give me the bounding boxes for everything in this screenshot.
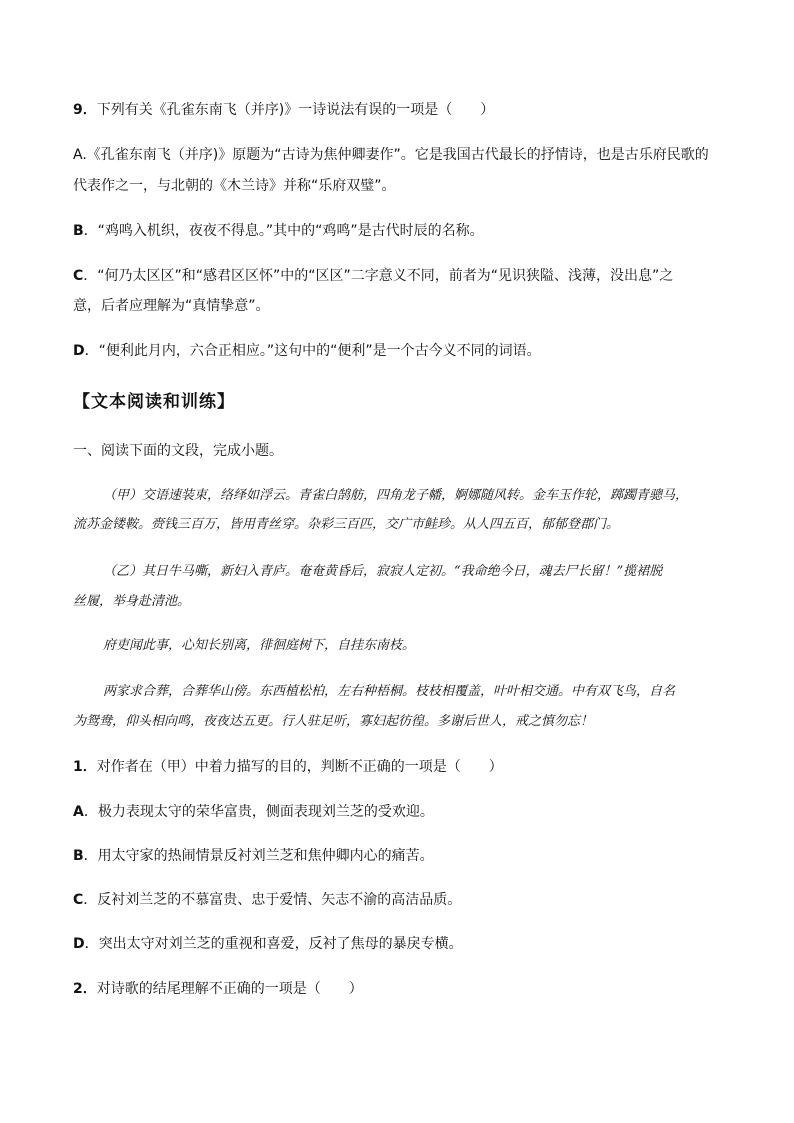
option-letter: A [73, 804, 84, 820]
option-text: 用太守家的热闹情景反衬刘兰芝和焦仲卿内心的痛苦。 [97, 848, 434, 864]
question-number: 2 [73, 981, 83, 997]
q9-option-a-line1: A.《孔雀东南飞（并序)》原题为“古诗为焦仲卿妻作”。它是我国古代最长的抒情诗，也是古乐府民歌的 [73, 147, 709, 163]
question-9-stem: 9．下列有关《孔雀东南飞（并序)》一诗说法有误的一项是（ ） [73, 102, 495, 118]
passage-paragraph-3: 府吏闻此事，心知长别离，徘徊庭树下，自挂东南枝。 [103, 638, 416, 653]
part-one-instruction: 一、阅读下面的文段，完成小题。 [73, 443, 283, 459]
option-text: “何乃太区区”和“感君区区怀”中的“区区”二字意义不同，前者为“见识狭隘、浅薄，没出息”之 [97, 268, 674, 284]
option-letter: D [73, 343, 85, 359]
q1-option-d: D．突出太守对刘兰芝的重视和喜爱，反衬了焦母的暴戾专横。 [73, 936, 463, 952]
question-text: 对作者在（甲）中着力描写的目的，判断不正确的一项是（ ） [96, 759, 503, 775]
option-text: “鸡鸣入机织，夜夜不得息。”其中的“鸡鸣”是古代时辰的名称。 [97, 223, 484, 239]
question-text: 下列有关《孔雀东南飞（并序)》一诗说法有误的一项是（ ） [96, 102, 495, 118]
q9-option-c-line2: 意，后者应理解为“真情挚意”。 [73, 298, 270, 314]
q9-option-c-line1: C．“何乃太区区”和“感君区区怀”中的“区区”二字意义不同，前者为“见识狭隘、浅薄，没出息”之 [73, 268, 674, 284]
option-text: 极力表现太守的荣华富贵，侧面表现刘兰芝的受欢迎。 [97, 804, 434, 820]
question-text: 对诗歌的结尾理解不正确的一项是（ ） [96, 981, 363, 997]
question-number: 9 [73, 102, 83, 118]
option-letter: C [73, 268, 84, 284]
passage-yi-line1: （乙）其日牛马嘶，新妇入青庐。奄奄黄昏后，寂寂人定初。“我命绝今日，魂去尸长留！”揽裙脱 [103, 564, 663, 579]
option-letter: B [73, 848, 84, 864]
q1-option-a: A．极力表现太守的荣华富贵，侧面表现刘兰芝的受欢迎。 [73, 804, 434, 820]
question-number: 1 [73, 759, 83, 775]
passage-paragraph-4-line1: 两家求合葬，合葬华山傍。东西植松柏，左右种梧桐。枝枝相覆盖，叶叶相交通。中有双飞鸟，自名 [103, 684, 676, 699]
q9-option-a-line2: 代表作之一，与北朝的《木兰诗》并称“乐府双璧”。 [73, 178, 396, 194]
q1-option-c: C．反衬刘兰芝的不慕富贵、忠于爱情、矢志不渝的高洁品质。 [73, 892, 462, 908]
question-2-stem: 2．对诗歌的结尾理解不正确的一项是（ ） [73, 981, 363, 997]
question-1-stem: 1．对作者在（甲）中着力描写的目的，判断不正确的一项是（ ） [73, 759, 503, 775]
option-text: 突出太守对刘兰芝的重视和喜爱，反衬了焦母的暴戾专横。 [98, 936, 463, 952]
passage-paragraph-4-line2: 为鸳鸯，仰头相向鸣，夜夜达五更。行人驻足听，寡妇起彷徨。多谢后世人，戒之慎勿忘！ [73, 714, 594, 729]
option-text: 反衬刘兰芝的不慕富贵、忠于爱情、矢志不渝的高洁品质。 [97, 892, 462, 908]
option-letter: D [73, 936, 85, 952]
q9-option-d: D．“便利此月内，六合正相应。”这句中的“便利”是一个古今义不同的词语。 [73, 343, 541, 359]
passage-jia-line1: （甲）交语速装束，络绎如浮云。青雀白鹄舫，四角龙子幡，婀娜随风转。金车玉作轮，踯躅青骢马， [103, 488, 689, 503]
passage-jia-line2: 流苏金镂鞍。赍钱三百万，皆用青丝穿。杂彩三百匹，交广市鲑珍。从人四五百，郁郁登郡门。 [73, 517, 620, 532]
option-text: “便利此月内，六合正相应。”这句中的“便利”是一个古今义不同的词语。 [98, 343, 541, 359]
section-heading: 【文本阅读和训练】 [73, 392, 235, 412]
q1-option-b: B．用太守家的热闹情景反衬刘兰芝和焦仲卿内心的痛苦。 [73, 848, 434, 864]
passage-yi-line2: 丝履，举身赴清池。 [73, 594, 191, 609]
q9-option-b: B．“鸡鸣入机织，夜夜不得息。”其中的“鸡鸣”是古代时辰的名称。 [73, 223, 484, 239]
option-letter: B [73, 223, 84, 239]
option-letter: C [73, 892, 84, 908]
